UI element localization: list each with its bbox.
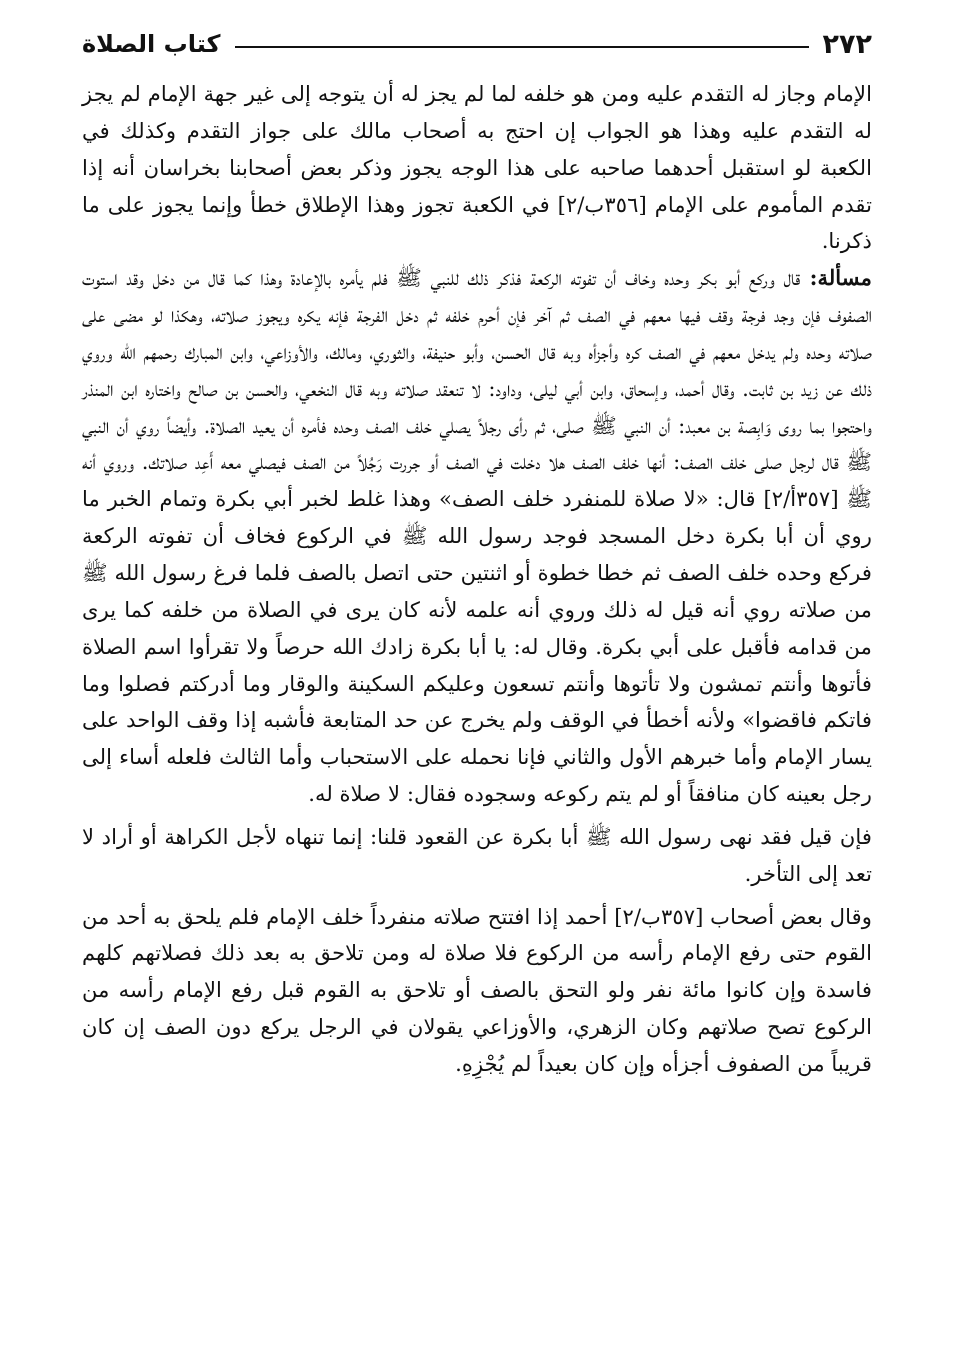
- paragraph-3-text: فإن قيل فقد نهى رسول الله ﷺ أبا بكرة عن القعود قلنا: إنما تنهاه لأجل الكراهة أو أراد لا تعد إلى التأخر.: [82, 823, 872, 886]
- book-page: [82, 22, 872, 1083]
- masala-label: مسألة:: [800, 265, 872, 291]
- running-title: كتاب الصلاة: [82, 30, 221, 58]
- paragraph-2-text: قال وركع أبو بكر وحده وخاف أن تفوته الركعة فذكر ذلك للنبي ﷺ فلم يأمره بالإعادة وهذا كما قال من دخل وقد استوت الصفوف فإن وجد فرجة وقف فيها معهم في الصف ثم آخر فإن أحرم خلفه ثم دخل الفرجة فإنه يكره ويجوز صلاته، وهكذا لو مضى على صلاته وحده ولم يدخل معهم في الصف كره وأجزأه وبه قال الحسن، وأبو حنيفة، والثوري، ومالك، والأوزاعي، وابن المبارك رحمهم الله وروي ذلك عن زيد بن ثابت. وقال أحمد، وإسحاق، وابن أبي ليلى، وداود: لا تنعقد صلاته وبه قال النخعي، والحسن بن صالح واختاره ابن المنذر واحتجوا بما روى وَابِصة بن معبد: أن النبي ﷺ صلى، ثم رأى رجلاً يصلي خلف الصف وحده فأمره أن يعيد الصلاة. وأيضاً روي أن النبي ﷺ قال لرجل صلى خلف الصف: أنها خلف الصف هلا دخلت في الصف أو جررت رَجُلاً من الصف فيصلي معه أَعِد صلاتك. وروي أنه ﷺ [٣٥٧أ/٢] قال: «لا صلاة للمنفرد خلف الصف» وهذا غلط لخبر أبي بكرة وتمام الخبر ما روي أن أبا بكرة دخل المسجد فوجد رسول الله ﷺ في الركوع فخاف أن تفوته الركعة فركع وحده خلف الصف ثم خطا خطوة أو اثنتين حتى اتصل بالصف فلما فرغ رسول الله ﷺ من صلاته روي أنه قيل له ذلك وروي أنه علمه لأنه كان يرى في الصلاة من خلفه كما يرى من قدامه فأقبل على أبي بكرة. وقال له: يا أبا بكرة زادك الله حرصاً ولا تقرأوا اسم الصلاة فأتوها وأنتم تمشون ولا تأتوها وأنتم تسعون وعليكم السكينة والوقار وما أدركتم فصلوا وما فاتكم فاقضوا» ولأنه أخطأ في الوقف ولم يخرج عن حد المتابعة فأشبه إذا وقف الواحد على يسار الإمام وأما خبرهم الأول والثاني فإنا نحمله على الاستحباب وأما الثالث فلعله أساء إلى رجل بعينه كان منافقاً أو لم يتم ركوعه وسجوده فقال: لا صلاة له.: [82, 265, 872, 807]
- page-number: ٢٧٢: [822, 28, 872, 60]
- paragraph-4-text: وقال بعض أصحاب [٣٥٧ب/٢] أحمد إذا افتتح صلاته منفرداً خلف الإمام فلم يلحق به أحد من القوم حتى رفع الإمام رأسه من الركوع فلا صلاة له ومن تلاحق به بعد ذلك فصلاتهم كلهم فاسدة وإن كانوا مائة نفر ولو التحق بالصف أو تلاحق به القوم قبل رفع الإمام رأسه من الركوع تصح صلاتهم وكان الزهري، والأوزاعي يقولان في الرجل يركع دون الصف إن كان قريباً من الصفوف أجزأه وإن كان بعيداً لم يُجْزِهِ.: [82, 903, 872, 1076]
- paragraph-2: [82, 260, 872, 813]
- paragraph-4: [82, 899, 872, 1083]
- paragraph-3: [82, 819, 872, 893]
- body-text: [82, 76, 872, 1083]
- header-rule: [235, 46, 809, 48]
- page-header: [82, 22, 872, 66]
- paragraph-1: [82, 76, 872, 260]
- paragraph-1-text: الإمام وجاز له التقدم عليه ومن هو خلفه لما لم يجز له أن يتوجه إلى غير جهة الإمام لم يجز له التقدم عليه وهذا هو الجواب إن احتج به أصحاب مالك على جواز التقدم وكذلك في الكعبة لو استقبل أحدهما صاحبه على هذا الوجه يجوز وذكر بعض أصحابنا بخراسان أنه إذا تقدم المأموم على الإمام [٣٥٦ب/٢] في الكعبة تجوز وهذا الإطلاق خطأ وإنما يجوز على ما ذكرنا.: [82, 81, 872, 254]
